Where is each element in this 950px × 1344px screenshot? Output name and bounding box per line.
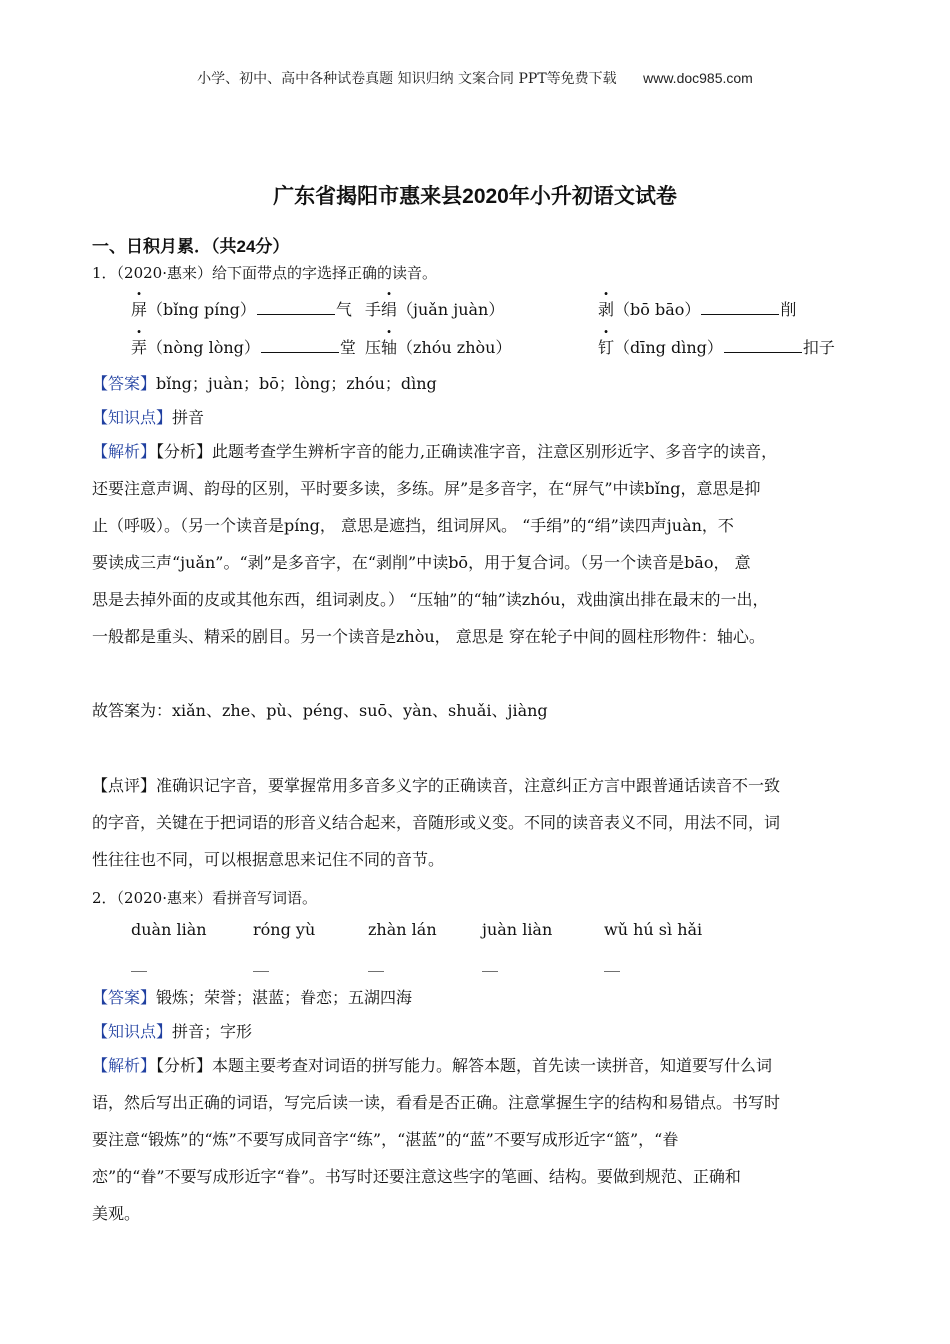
q1-comment-line-3: 性往往也不同，可以根据意思来记住不同的音节。 [92,850,445,869]
answer-tag: 【答案】 [92,988,157,1007]
q2-analysis-line-5: 美观。 [92,1204,141,1223]
analysis-tag: 【解析】 [92,1056,157,1075]
q2-answer-text: 锻炼；荣誉；湛蓝；眷恋；五湖四海 [156,988,413,1007]
q2-pinyin-5: wǔ hú sì hǎi [604,920,703,939]
q1-b-pre: 手 [365,300,382,319]
q1-analysis-line-6: 一般都是重头、精采的剧目。另一个读音是zhòu， 意思是 穿在轮子中间的圆柱形物件：轴心。 [92,627,765,646]
q1-answer [92,371,437,394]
q2-blank-5[interactable]: __ [604,953,620,972]
q1-c-blank[interactable] [701,300,779,315]
q1-b-options: （juǎn juàn） [397,300,505,319]
knowledge-tag: 【知识点】 [92,1022,173,1041]
q1-stem: 1．（2020·惠来）给下面带点的字选择正确的读音。 [92,264,437,282]
q2-blank-4[interactable]: __ [482,953,498,972]
q1-item-b [365,297,504,320]
q2-pinyin-4: juàn liàn [482,920,553,939]
q2-pinyin-1: duàn liàn [131,920,207,939]
q1-a-blank[interactable] [257,300,335,315]
q1-analysis-line-1 [92,433,872,470]
q1-item-a [131,297,352,320]
analysis-tag: 【解析】 [92,442,157,461]
header-text: 小学、初中、高中各种试卷真题 知识归纳 文案合同 PPT等免费下载 [197,71,617,87]
q1-e-options: （zhóu zhòu） [397,338,512,357]
q1-comment-line-1: 【点评】准确识记字音，要掌握常用多音多义字的正确读音，注意纠正方言中跟普通话读音不一致 [92,776,781,795]
analysis-text: 【分析】本题主要考查对词语的拼写能力。解答本题，首先读一读拼音，知道要写什么词 [156,1056,773,1075]
q1-a-tail: 气 [335,300,352,319]
q1-analysis-line-2: 还要注意声调、韵母的区别，平时要多读，多练。屏”是多音字，在“屏气”中读bǐng，意思是抑 [92,479,761,498]
q1-item-d [131,335,356,358]
answer-tag: 【答案】 [92,374,157,393]
q1-d-tail: 堂 [339,338,356,357]
page-header [0,68,950,88]
q1-c-char: 剥 [598,300,615,319]
q1-e-char: 轴 [381,338,398,357]
q1-item-f [598,335,835,358]
q1-analysis-line-3: 止（呼吸）。（另一个读音是píng， 意思是遮挡，组词屏风。 “手绢”的“绢”读四声juàn，不 [92,516,734,535]
q2-knowledge-point [92,1019,252,1042]
q1-d-char: 弄 [131,338,148,357]
q1-answer-text: bǐng；juàn；bō；lòng；zhóu；dìng [156,374,437,393]
q1-f-tail: 扣子 [802,338,835,357]
q1-d-options: （nòng lòng） [147,338,260,357]
header-site-link[interactable]: www.doc985.com [643,70,753,86]
q2-analysis-line-4: 恋”的“眷”不要写成形近字“眷”。书写时还要注意这些字的笔画、结构。要做到规范、正确和 [92,1167,741,1186]
q1-d-blank[interactable] [261,338,339,353]
q2-pinyin-2: róng yù [253,920,316,939]
q2-analysis-line-2: 语，然后写出正确的词语，写完后读一读，看看是否正确。注意掌握生字的结构和易错点。书写时 [92,1093,781,1112]
q2-analysis-line-3: 要注意“锻炼”的“炼”不要写成同音字“练”，“湛蓝”的“蓝”不要写成形近字“篮”，“眷 [92,1130,679,1149]
q2-stem: 2．（2020·惠来）看拼音写词语。 [92,889,317,907]
page-title: 广东省揭阳市惠来县2020年小升初语文试卷 [273,185,677,208]
q1-b-char: 绢 [381,300,398,319]
q2-kp-text: 拼音；字形 [172,1022,253,1041]
q2-blank-2[interactable]: __ [253,953,269,972]
q1-f-char: 钉 [598,338,615,357]
q2-pinyin-3: zhàn lán [368,920,437,939]
q1-knowledge-point [92,405,204,428]
q2-blank-3[interactable]: __ [368,953,384,972]
q1-analysis-line-5: 思是去掉外面的皮或其他东西，组词剥皮。） “压轴”的“轴”读zhóu，戏曲演出排在最末的一出， [92,590,769,609]
q2-blank-1[interactable]: __ [131,953,147,972]
q1-c-tail: 削 [780,300,797,319]
q1-analysis-line-4: 要读成三声“juǎn”。“剥”是多音字，在“剥削”中读bō，用于复合词。（另一个读音是bāo， 意 [92,553,751,572]
q2-answer [92,985,412,1008]
q1-item-e [365,335,511,358]
q1-f-blank[interactable] [724,338,802,353]
q1-kp-text: 拼音 [172,408,205,427]
q1-f-options: （dīng dìng） [614,338,723,357]
analysis-text: 【分析】此题考查学生辨析字音的能力,正确读准字音，注意区别形近字、多音字的读音， [156,442,778,461]
section-heading: 一、日积月累．（共24分） [92,237,290,256]
q1-item-c [598,297,796,320]
q1-comment-line-2: 的字音，关键在于把词语的形音义结合起来，音随形或义变。不同的读音表义不同，用法不同，词 [92,813,781,832]
q1-c-options: （bō bāo） [614,300,701,319]
q1-so-answer: 故答案为：xiǎn、zhe、pù、péng、suō、yàn、shuǎi、jiàng [92,701,548,720]
q1-e-pre: 压 [365,338,382,357]
q1-a-char: 屏 [131,300,148,319]
knowledge-tag: 【知识点】 [92,408,173,427]
q1-a-options: （bǐng píng） [147,300,256,319]
q2-analysis-line-1 [92,1047,872,1084]
